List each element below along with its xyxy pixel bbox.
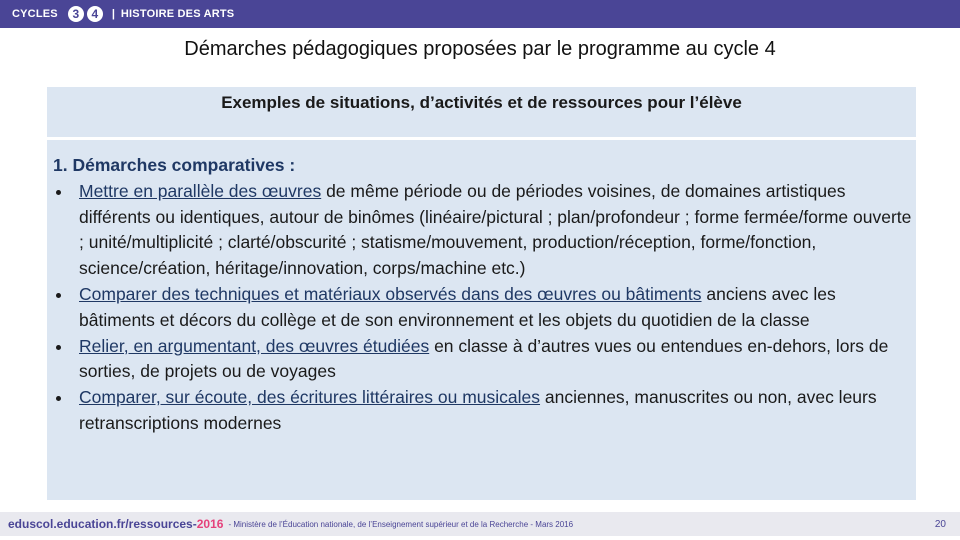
bullet-icon (56, 190, 61, 195)
top-banner (0, 0, 960, 28)
table-header-text: Exemples de situations, d’activités et de ressources pour l’élève (221, 93, 742, 112)
subject-label: HISTOIRE DES ARTS (120, 8, 235, 20)
bullet-icon (56, 396, 61, 401)
cycles-label: CYCLES (12, 8, 58, 20)
bullet-icon (56, 293, 61, 298)
table-content (47, 140, 916, 500)
list-item (53, 282, 916, 334)
bullet-list (53, 179, 916, 437)
item-lead-link[interactable]: Relier, en argumentant, des œuvres étudiées (79, 335, 430, 356)
table-header (47, 87, 916, 137)
item-text: en classe à d’autres vues ou entendues en-dehors, lors de sorties, de projets ou de voyages (79, 335, 889, 382)
item-text: de même période ou de périodes voisines, de domaines artistiques différents ou identiques, autour de binômes (linéaire/pictural ; plan/profondeur ; forme fermée/forme ouverte ; unité/multiplicité ; clarté/obscurité ; statisme/mouvement, production/réception, forme/fonction, science/création, héritage/innovation, corps/machine etc.) (79, 180, 912, 279)
page-title: Démarches pédagogiques proposées par le programme au cycle 4 (184, 38, 776, 60)
page-number: 20 (934, 519, 946, 530)
item-text: anciens avec les bâtiments et décors du collège et de son environnement et les objets du quotidien de la classe (79, 283, 836, 330)
section-title: 1. Démarches comparatives : (53, 155, 296, 175)
cycle-3-badge: 3 (68, 6, 84, 22)
item-lead-link[interactable]: Comparer, sur écoute, des écritures littéraires ou musicales (79, 387, 541, 408)
cycle-4-badge: 4 (87, 6, 103, 22)
list-item (53, 385, 916, 437)
footer-bar (0, 512, 960, 536)
footer-year: 2016 (196, 517, 224, 531)
list-item (53, 179, 916, 282)
item-text: anciennes, manuscrites ou non, avec leurs retranscriptions modernes (79, 387, 877, 433)
list-item (53, 334, 916, 386)
bullet-icon (56, 345, 61, 350)
item-lead-link[interactable]: Comparer des techniques et matériaux observés dans des œuvres ou bâtiments (79, 283, 702, 304)
footer-ministry: - Ministère de l’Éducation nationale, de l’Enseignement supérieur et de la Recherche - Mars 2016 (228, 519, 574, 529)
item-lead-link[interactable]: Mettre en parallèle des œuvres (79, 180, 322, 201)
footer-site: eduscol.education.fr/ressources- (8, 517, 197, 531)
header-separator: | (111, 8, 115, 20)
